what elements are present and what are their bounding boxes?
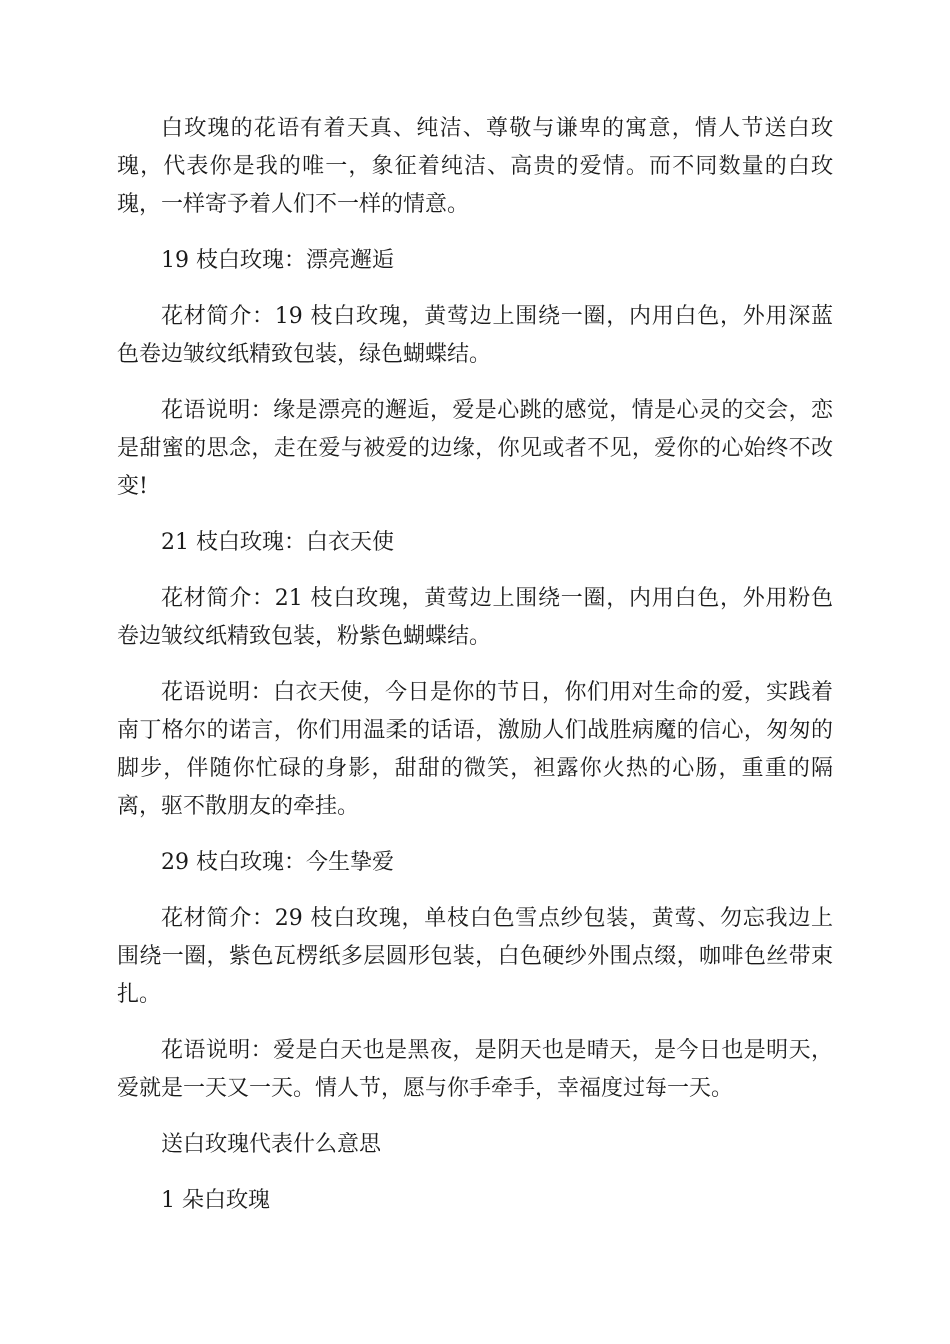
flower-language-29-roses: 花语说明：爱是白天也是黑夜，是阴天也是晴天，是今日也是明天，爱就是一天又一天。情人节，愿与你手牵手，幸福度过每一天。 <box>117 1038 833 1101</box>
document-body <box>117 110 833 1238</box>
section-heading-21-roses: 21 枝白玫瑰：白衣天使 <box>161 530 394 555</box>
flower-language-21-roses: 花语说明：白衣天使，今日是你的节日，你们用对生命的爱，实践着南丁格尔的诺言，你们用温柔的话语，激励人们战胜病魔的信心，匆匆的脚步，伴随你忙碌的身影，甜甜的微笑，袒露你火热的心肠，重重的隔离，驱不散朋友的牵挂。 <box>117 680 833 819</box>
section-heading-19-roses: 19 枝白玫瑰：漂亮邂逅 <box>161 248 394 273</box>
intro-paragraph: 白玫瑰的花语有着天真、纯洁、尊敬与谦卑的寓意，情人节送白玫瑰，代表你是我的唯一，象征着纯洁、高贵的爱情。而不同数量的白玫瑰，一样寄予着人们不一样的情意。 <box>117 116 833 217</box>
flower-materials-29-roses: 花材简介：29 枝白玫瑰，单枝白色雪点纱包装，黄莺、勿忘我边上围绕一圈，紫色瓦楞纸多层圆形包装，白色硬纱外围点缀，咖啡色丝带束扎。 <box>117 906 833 1007</box>
section-heading-meaning: 送白玫瑰代表什么意思 <box>161 1132 382 1157</box>
flower-materials-19-roses: 花材简介：19 枝白玫瑰，黄莺边上围绕一圈，内用白色，外用深蓝色卷边皱纹纸精致包装，绿色蝴蝶结。 <box>117 304 833 367</box>
section-heading-29-roses: 29 枝白玫瑰：今生挚爱 <box>161 850 394 875</box>
subheading-1-rose: 1 朵白玫瑰 <box>161 1188 270 1213</box>
flower-materials-21-roses: 花材简介：21 枝白玫瑰，黄莺边上围绕一圈，内用白色，外用粉色卷边皱纹纸精致包装，粉紫色蝴蝶结。 <box>117 586 833 649</box>
flower-language-19-roses: 花语说明：缘是漂亮的邂逅，爱是心跳的感觉，情是心灵的交会，恋是甜蜜的思念，走在爱与被爱的边缘，你见或者不见，爱你的心始终不改变! <box>117 398 833 499</box>
